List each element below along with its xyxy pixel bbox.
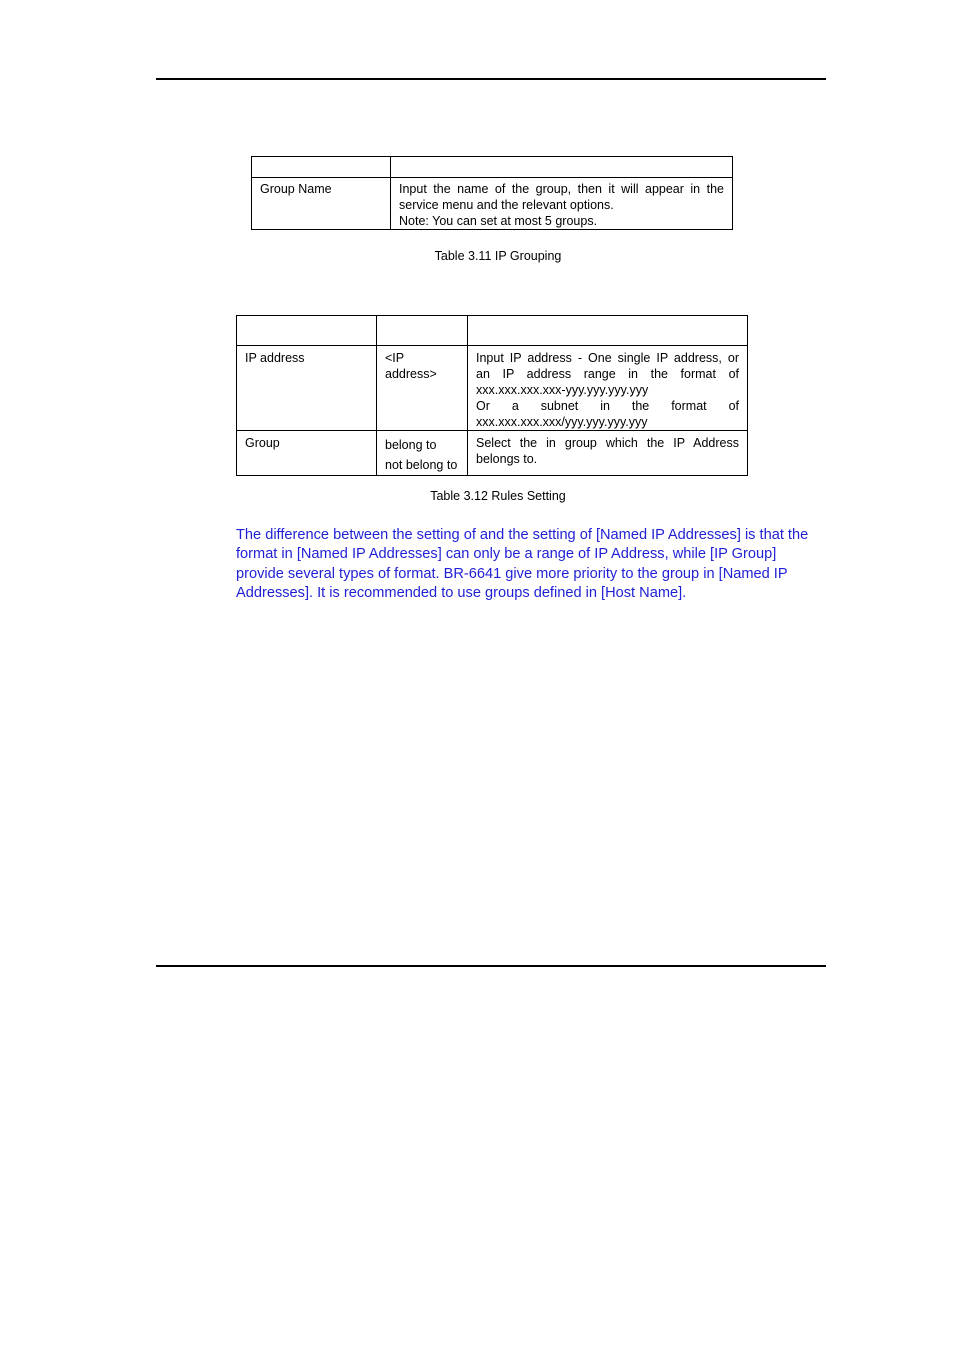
header-cell [377,316,468,346]
note-paragraph [236,526,808,604]
table-row [252,178,733,230]
desc-line: service menu and the relevant options. [399,198,614,212]
header-cell [391,157,733,178]
note-line: Addresses]. It is recommended to use groups defined in [Host Name]. [236,585,687,602]
group-value [377,431,468,476]
value-line: address> [385,367,437,381]
header-cell [252,157,391,178]
table-caption: Table 3.11 IP Grouping [434,249,562,263]
footer-rule [156,965,826,967]
table-header-row [252,157,733,178]
desc-line: Input the name of the group, then it will appear in the [399,182,724,196]
ip-address-description [468,346,748,431]
desc-line: xxx.xxx.xxx.xxx/yyy.yyy.yyy.yyy [476,415,648,429]
desc-line: Input IP address - One single IP address, or [476,351,739,365]
table-caption: Table 3.12 Rules Setting [430,489,566,503]
desc-line: an IP address range in the format of [476,367,739,381]
ip-grouping-table [251,156,733,230]
table-row [237,346,748,431]
desc-line: belongs to. [476,452,538,466]
ip-address-value [377,346,468,431]
group-description [468,431,748,476]
rules-setting-table [236,315,748,476]
header-rule [156,78,826,80]
desc-line: Or a subnet in the format of [476,399,739,413]
note-line: provide several types of format. BR-6641 give more priority to the group in [Named IP [236,565,788,582]
ip-address-label: IP address [237,346,377,431]
group-name-description [391,178,733,230]
desc-line: xxx.xxx.xxx.xxx-yyy.yyy.yyy.yyy [476,383,649,397]
group-label: Group [237,431,377,476]
group-name-label: Group Name [252,178,391,230]
note-line: format in [Named IP Addresses] can only be a range of IP Address, while [IP Group] [236,546,777,563]
header-cell [468,316,748,346]
value-line: not belong to [385,458,458,472]
desc-line: Select the in group which the IP Address [476,436,739,450]
table-row [237,431,748,476]
note-line: The difference between the setting of and the setting of [Named IP Addresses] is that the [236,527,809,543]
header-cell [237,316,377,346]
value-line: <IP [385,351,405,365]
value-line: belong to [385,438,437,452]
table-header-row [237,316,748,346]
desc-line: Note: You can set at most 5 groups. [399,214,598,228]
